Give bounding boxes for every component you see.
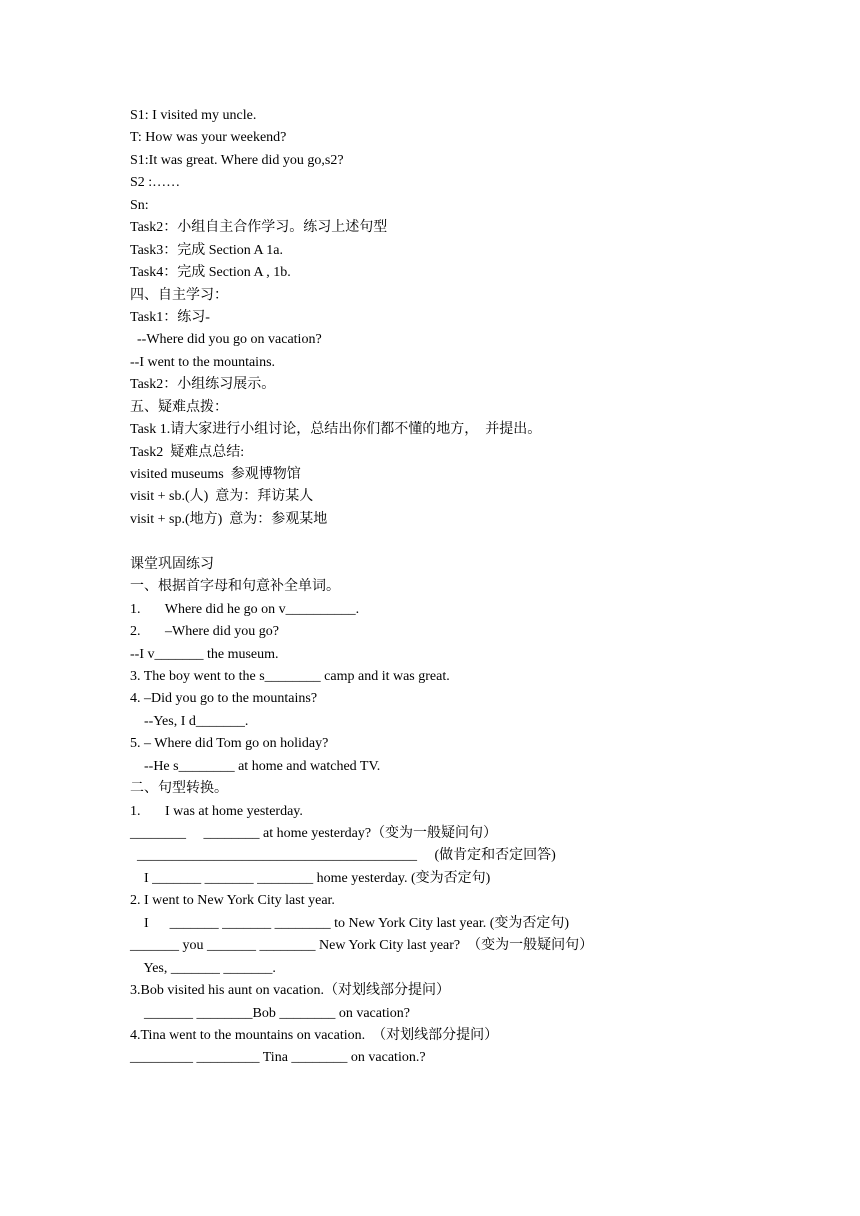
text-line: T: How was your weekend? <box>130 130 287 146</box>
exercise-item: --Yes, I d_______. <box>130 713 249 729</box>
text-line: Task2：小组自主合作学习。练习上述句型 <box>130 220 388 236</box>
text-line: Task2 疑难点总结: <box>130 444 245 460</box>
exercise-item: 3. The boy went to the s________ camp and it was great. <box>130 668 450 684</box>
exercise-item: _________ _________ Tina ________ on vacation.? <box>130 1050 426 1066</box>
blank-line <box>130 531 820 553</box>
exercise-item: I _______ _______ ________ home yesterday. (变为否定句) <box>130 870 491 886</box>
exercise-item: I _______ _______ ________ to New York City last year. (变为否定句) <box>130 915 570 931</box>
text-line: S1: I visited my uncle. <box>130 108 257 123</box>
text-line: visit + sp.(地方) 意为：参观某地 <box>130 511 328 527</box>
exercise-item: _______ you _______ ________ New York City last year? （变为一般疑问句） <box>130 938 594 954</box>
exercise-item: 5. – Where did Tom go on holiday? <box>130 736 329 752</box>
exercise-item: ________ ________ at home yesterday?（变为一般疑问句） <box>130 826 498 841</box>
text-line: visit + sb.(人) 意为：拜访某人 <box>130 489 314 505</box>
exercise-item: 4.Tina went to the mountains on vacation. （对划线部分提问） <box>130 1027 499 1043</box>
text-line: S2 :…… <box>130 175 181 191</box>
exercise-item: 3.Bob visited his aunt on vacation.（对划线部分提问） <box>130 983 451 999</box>
exercise-item: --He s________ at home and watched TV. <box>130 758 381 774</box>
exercise-item: 4. –Did you go to the mountains? <box>130 691 318 707</box>
text-line: Task1：练习- <box>130 309 210 325</box>
section-title: 课堂巩固练习 <box>130 556 214 572</box>
text-line: Task4：完成 Section A , 1b. <box>130 265 291 281</box>
exercise-item: _______ ________Bob ________ on vacation? <box>130 1005 410 1021</box>
section-heading: 二、句型转换。 <box>130 781 228 797</box>
text-line: --I went to the mountains. <box>130 354 276 370</box>
text-line: --Where did you go on vacation? <box>130 332 322 348</box>
exercise-item: ________________________________________ (做肯定和否定回答) <box>130 848 556 864</box>
exercise-item: 1. Where did he go on v__________. <box>130 601 360 617</box>
section-heading: 五、疑难点拨： <box>130 399 228 415</box>
text-line: visited museums 参观博物馆 <box>130 467 301 482</box>
exercise-item: 2. –Where did you go? <box>130 624 279 640</box>
text-line: Task3：完成 Section A 1a. <box>130 242 284 258</box>
exercise-item: 1. I was at home yesterday. <box>130 803 303 819</box>
exercise-item: Yes, _______ _______. <box>130 960 276 976</box>
exercise-item: --I v_______ the museum. <box>130 646 279 662</box>
section-heading: 一、根据首字母和句意补全单词。 <box>130 579 340 595</box>
document-body <box>130 105 820 1070</box>
text-line: Task 1.请大家进行小组讨论，总结出你们都不懂的地方， 并提出。 <box>130 422 542 438</box>
text-line: S1:It was great. Where did you go,s2? <box>130 152 344 168</box>
exercise-item: 2. I went to New York City last year. <box>130 893 335 909</box>
text-line: Task2：小组练习展示。 <box>130 377 276 393</box>
section-heading: 四、自主学习： <box>130 287 228 303</box>
text-line: Sn: <box>130 197 149 213</box>
